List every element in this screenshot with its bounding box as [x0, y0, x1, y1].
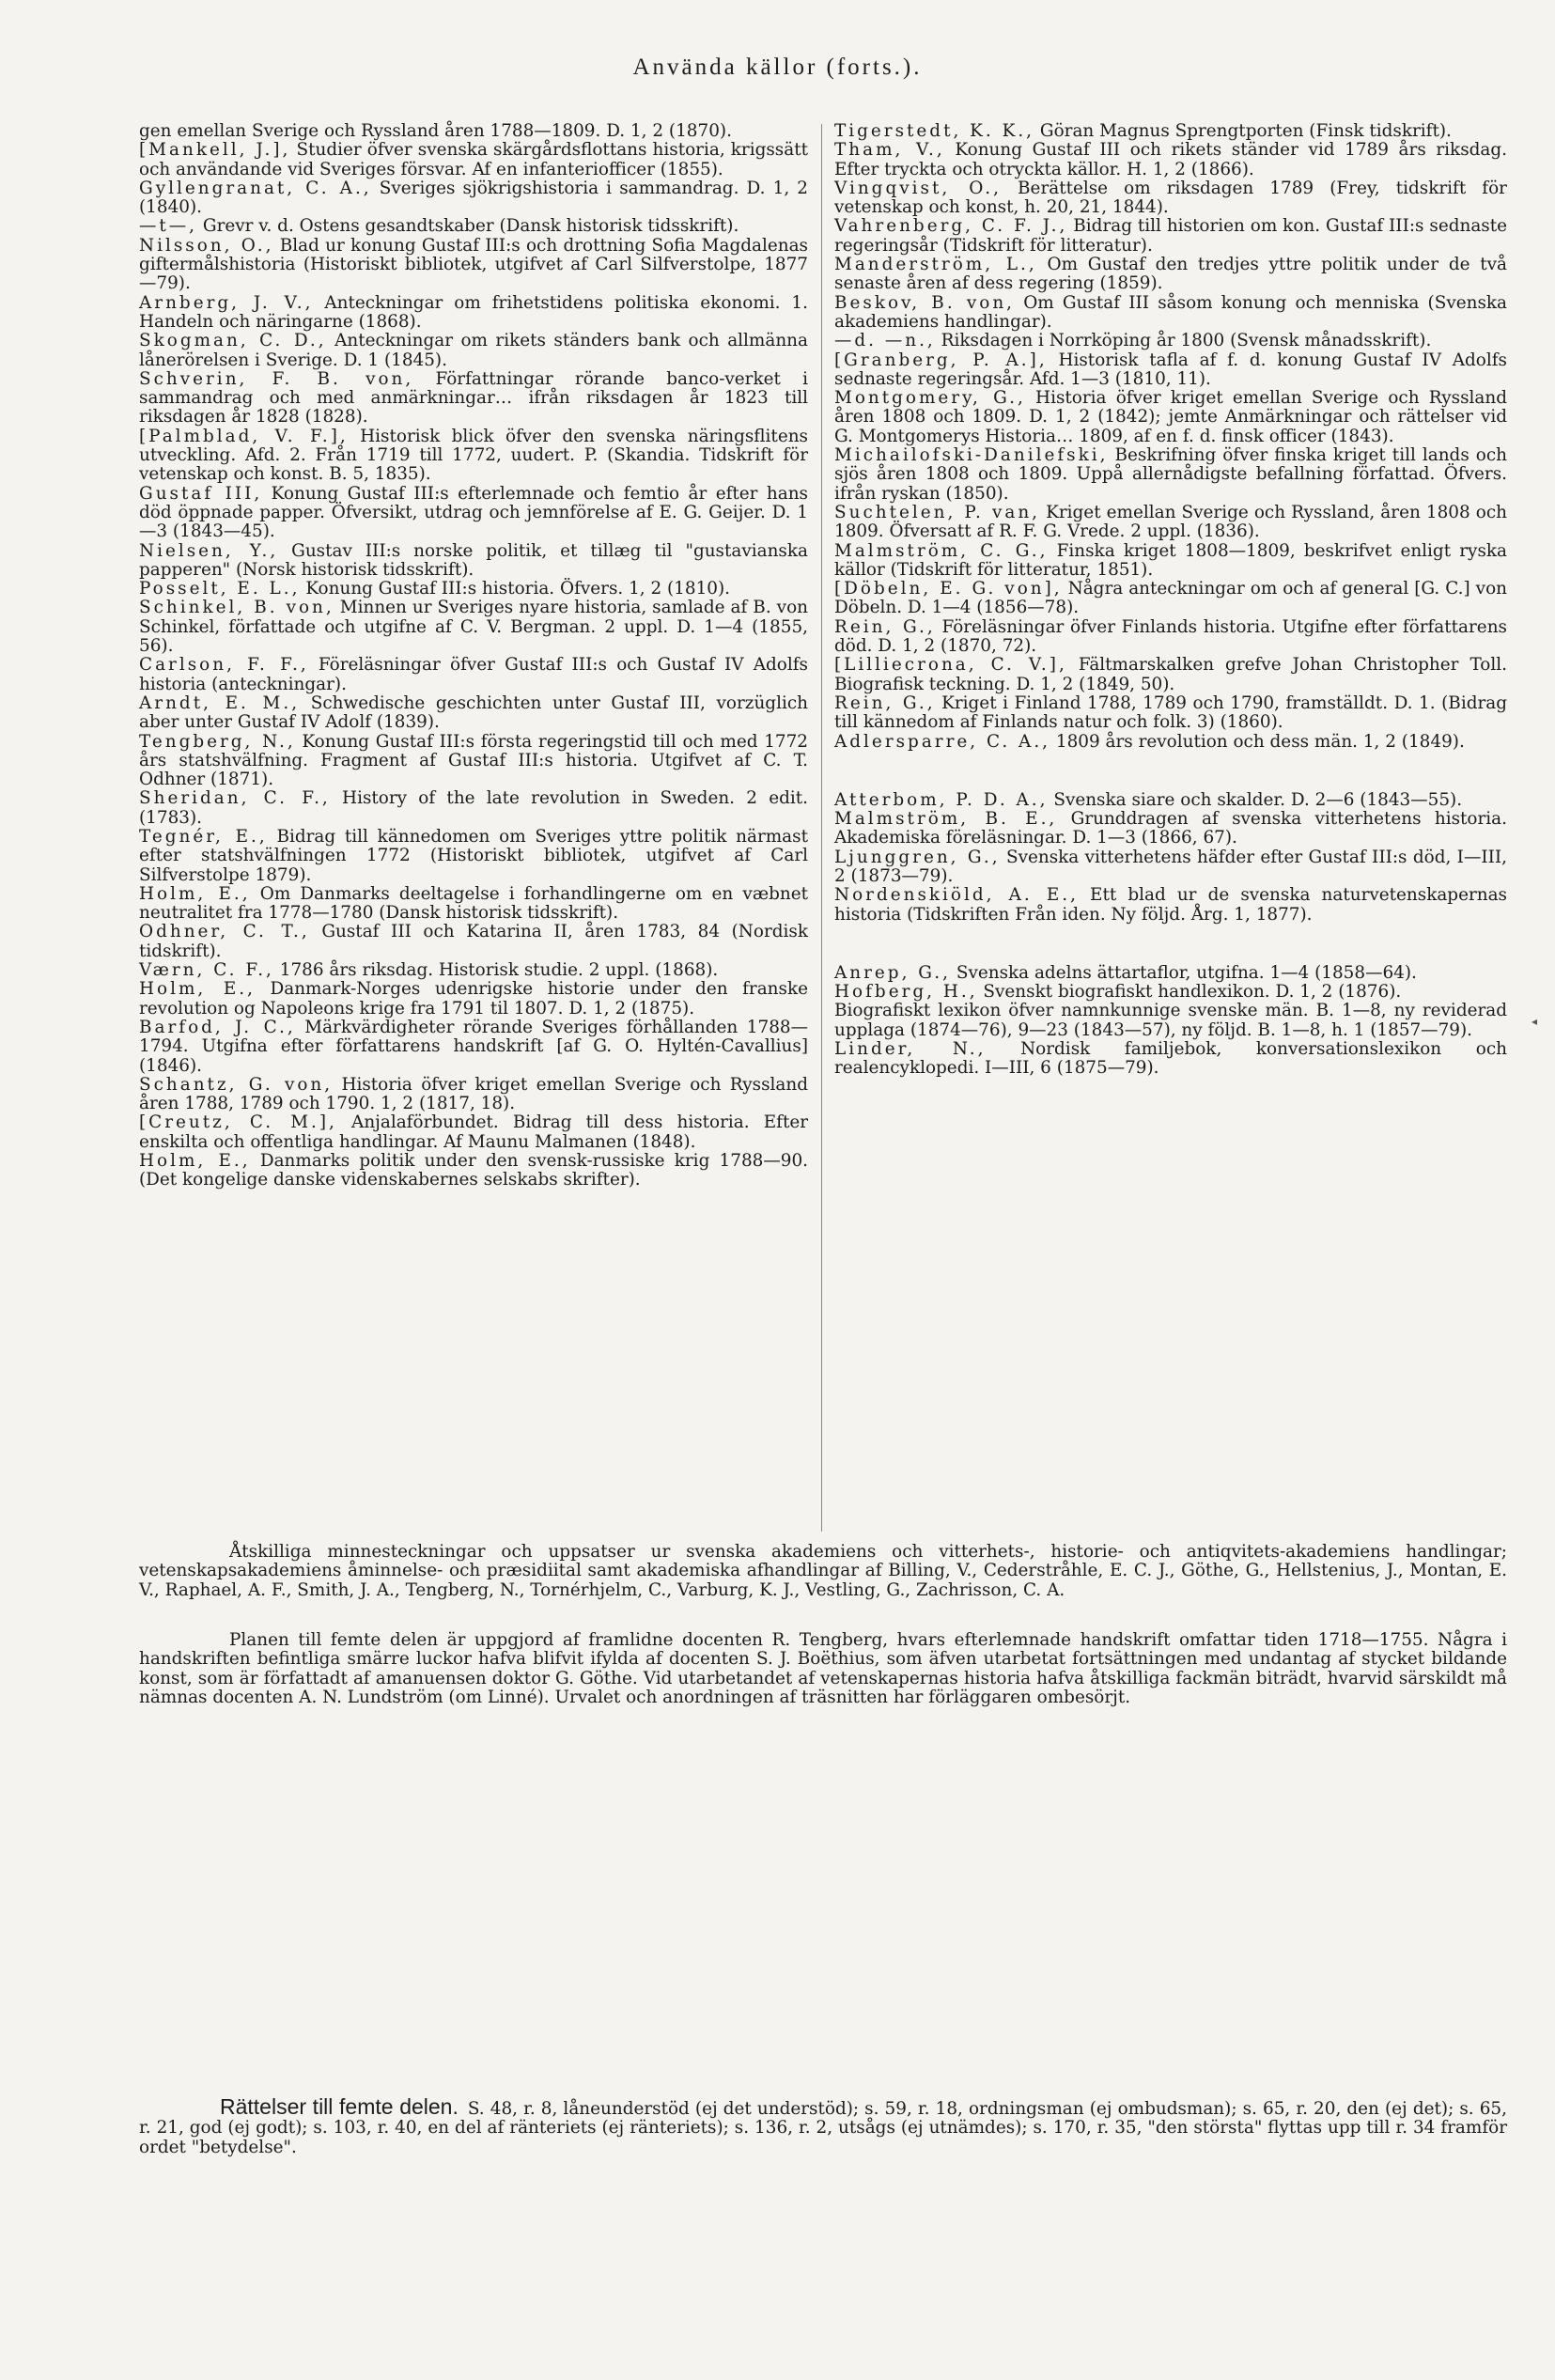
bibliography-entry [139, 580, 808, 599]
bibliography-entry [139, 542, 808, 581]
entry-author: Nilsson, O., [139, 235, 274, 256]
entry-author: Vingqvist, O., [834, 178, 1002, 198]
entry-author: Holm, E., [139, 883, 251, 904]
entry-author: Schverin, F. B. von, [139, 368, 414, 389]
entry-author: Posselt, E. L., [139, 579, 301, 599]
bibliography-entry [834, 580, 1507, 618]
bibliography-entry [834, 294, 1507, 333]
entry-text: Göran Magnus Sprengtporten (Finsk tidskrift). [1039, 121, 1452, 141]
bibliography-entry [139, 1076, 808, 1114]
bibliography-entry [834, 733, 1507, 752]
bibliography-entry [834, 504, 1507, 542]
entry-text: Beskrifning öfver finska kriget till lands och sjös åren 1808 och 1809. Uppå allernådigste befallning författad. Öfvers. ifrån ryskan (1850). [834, 445, 1507, 504]
entry-author: Holm, E., [139, 979, 256, 1000]
entry-author: Vahrenberg, C. F. J., [834, 216, 1068, 237]
entry-author: Michailofski-Danilefski, [834, 445, 1109, 466]
entry-author: Nielsen, Y., [139, 540, 279, 561]
entry-text: Kriget i Finland 1788, 1789 och 1790, framställdt. D. 1. (Bidrag till kännedom af Finlands natur och folk. 3) (1860). [834, 692, 1507, 733]
entry-text: Föreläsningar öfver Gustaf III:s och Gustaf IV Adolfs historia (anteckningar). [139, 655, 808, 694]
entry-text: 1809 års revolution och dess män. 1, 2 (1849). [1055, 731, 1465, 752]
entry-author: Beskov, B. von, [834, 292, 1016, 313]
bibliography-entry [139, 485, 808, 542]
bibliography-entry [139, 923, 808, 961]
bibliography-entry [139, 294, 808, 333]
entry-author: Rein, G., [834, 692, 936, 713]
bibliography-entry [834, 217, 1507, 256]
entry-author: [Creutz, C. M.], [139, 1112, 337, 1133]
entry-author: Ljunggren, G., [834, 847, 1001, 867]
entry-text: Minnen ur Sveriges nyare historia, samlade af B. von Schinkel, författade och utgifne af C. V. Bergman. 2 uppl. D. 1—4 (1855, 56). [139, 598, 808, 657]
entry-author: Holm, E., [139, 1151, 251, 1172]
bibliography-entry [834, 810, 1507, 848]
bibliography-entry [139, 961, 808, 980]
entry-text: Kriget emellan Sverige och Ryssland, åren 1808 och 1809. Öfversatt af R. F. G. Vrede. 2 uppl. (1836). [834, 502, 1507, 542]
entry-author: Odhner, C. T., [139, 922, 310, 942]
entry-text: Riksdagen i Norrköping år 1800 (Svensk månadsskrift). [941, 331, 1432, 351]
entry-author: Arndt, E. M., [139, 692, 301, 713]
entry-author: Værn, C. F., [139, 960, 274, 981]
bibliography-entry [834, 656, 1507, 694]
bibliography-entry [834, 179, 1507, 218]
entry-text: Svenska siare och skalder. D. 2—6 (1843—55). [1053, 789, 1463, 810]
entry-text: 1786 års riksdag. Historisk studie. 2 uppl. (1868). [279, 960, 719, 981]
entry-text: Några anteckningar om och af general [G. C.] von Döbeln. D. 1—4 (1856—78). [834, 579, 1507, 618]
entry-author: Sheridan, C. F., [139, 788, 331, 809]
entry-author: Skogman, C. D., [139, 331, 327, 351]
entry-text: Konung Gustaf III:s efterlemnade och femtio år efter hans död öppnade papper. Öfversikt, utdrag och jemnförelse af E. G. Geijer. D. 1—3 (1843—45). [139, 483, 808, 542]
entry-text: Studier öfver svenska skärgårdsflottans historia, krigssätt och användande vid Sveriges försvar. Af en infanteriofficer (1855). [139, 140, 808, 179]
bibliography-entry [834, 446, 1507, 504]
entry-text: Svenskt biografiskt handlexikon. D. 1, 2 (1876). [983, 982, 1402, 1003]
bibliography-entry [834, 886, 1507, 925]
entry-text: Ett blad ur de svenska naturvetenskapernas historia (Tidskriften Från iden. Ny följd. Årg. 1, 1877). [834, 885, 1507, 925]
entry-author: Gustaf III, [139, 483, 263, 504]
bibliography-entry [139, 237, 808, 294]
entry-text: Nordisk familjebok, konversationslexikon och realencyklopedi. I—III, 6 (1875—79). [834, 1039, 1507, 1079]
entry-text: Föreläsningar öfver Finlands historia. Utgifne efter författarens död. D. 1, 2 (1870, 72). [834, 616, 1507, 657]
entry-author: [Granberg, P. A.], [834, 350, 1048, 370]
bibliography-entry [834, 389, 1507, 446]
entry-author: [Döbeln, E. G. von], [834, 579, 1063, 599]
entry-text: Gustaf III och Katarina II, åren 1783, 84 (Nordisk tidskrift). [139, 922, 808, 961]
entry-author: Montgomery, G., [834, 388, 1026, 409]
entry-text: Historisk blick öfver den svenska näringsflitens utveckling. Afd. 2. Från 1719 till 1772, uudert. P. (Skandia. Tidskrift för vetenskap och konst. B. 5, 1835). [139, 426, 808, 485]
bibliography-entry [834, 791, 1507, 810]
bibliography-entry [139, 179, 808, 218]
entry-text: Konung Gustaf III:s första regeringstid till och med 1772 års statshvälfning. Fragment af Gustaf III:s historia. Utgifvet af C. T. Odhner (1871). [139, 731, 808, 790]
bibliography-entry [834, 694, 1507, 733]
bibliography-entry [834, 618, 1507, 657]
bibliography-entry [139, 332, 808, 370]
bibliography-entry [834, 332, 1507, 350]
bibliography-entry [139, 217, 808, 236]
entry-author: Gyllengranat, C. A., [139, 178, 372, 198]
entry-text: Danmark-Norges udenrigske historie under den franske revolution og Napoleons krige fra 1791 til 1807. D. 1, 2 (1875). [139, 979, 808, 1019]
entry-text: Finska kriget 1808—1809, beskrifvet enligt ryska källor (Tidskrift för litteratur, 1851). [834, 540, 1507, 580]
entry-text: Historia öfver kriget emellan Sverige och Ryssland åren 1808 och 1809. D. 1, 2 (1842); jemte Anmärkningar och rättelser vid G. Montgomerys Historia… 1809, af en f. d. finsk officer (1843). [834, 388, 1507, 446]
bibliography-entry [139, 122, 808, 141]
entry-author: Linder, N., [834, 1039, 987, 1060]
bibliography-entry [139, 980, 808, 1019]
entry-author: Malmström, B. E., [834, 809, 1058, 830]
entry-text: Biografiskt lexikon öfver namnkunnige svenske män. B. 1—8, ny reviderad upplaga (1874—76), 9—23 (1843—57), ny följd. B. 1—8, h. 1 (1857—79). [834, 1001, 1507, 1040]
entry-text: Fältmarskalken grefve Johan Christopher Toll. Biografisk teckning. D. 1, 2 (1849, 50). [834, 655, 1507, 694]
bibliography-entry [139, 141, 808, 179]
margin-arrow-icon: ◂ [1532, 1015, 1538, 1028]
entry-author: Carlson, F. F., [139, 655, 309, 676]
entry-author: Suchtelen, P. van, [834, 502, 1041, 522]
entry-text: Författningar rörande banco-verket i sammandrag och med anmärkningar… ifrån riksdagen år 1823 till riksdagen år 1828 (1828). [139, 368, 808, 428]
entry-text: Om Danmarks deeltagelse i forhandlingerne om en væbnet neutralitet fra 1778—1780 (Dansk historisk tidsskrift). [139, 883, 808, 924]
entry-text: Anteckningar om rikets ständers bank och allmänna lånerörelsen i Sverige. D. 1 (1845). [139, 331, 808, 370]
entry-author: —t—, [139, 216, 198, 237]
bibliography-entry [139, 1152, 808, 1190]
bibliography-entry [834, 122, 1507, 141]
entry-text: Historia öfver kriget emellan Sverige och Ryssland åren 1788, 1789 och 1790. 1, 2 (1817, 18). [139, 1074, 808, 1114]
plan-paragraph: Planen till femte delen är uppgjord af framlidne docenten R. Tengberg, hvars efterlemnade handskrift omfattar tiden 1718—1755. Några i handskriften befintliga smärre luckor hafva blifvit ifylda af docenten S. J. Boëthius, som äfven utarbetat fortsättningen med undantag af stycket bildande konst, som är författadt af amanuensen doktor G. Göthe. Vid utarbetandet af vetenskapernas historia hafva åtskilliga fackmän biträdt, hvarvid särskildt må nämnas docenten A. N. Lundström (om Linné). Urvalet och anordningen af träsnitten har förläggaren ombesörjt. [139, 1630, 1507, 1707]
entry-author: Tigerstedt, K. K., [834, 121, 1035, 141]
entry-text: Schwedische geschichten unter Gustaf III, vorzüglich aber unter Gustaf IV Adolf (1839). [139, 692, 808, 733]
entry-text: Historisk tafla af f. d. konung Gustaf IV Adolfs sednaste regeringsår. Afd. 1—3 (1810, 11). [834, 350, 1507, 389]
bibliography-entry [834, 1040, 1507, 1079]
bibliography-entry [834, 848, 1507, 887]
entry-author: Schinkel, B. von, [139, 598, 334, 618]
entry-text: Danmarks politik under den svensk-russiske krig 1788—90. (Det kongelige danske videnskabernes selskabs skrifter). [139, 1151, 808, 1190]
entry-author: Anrep, G., [834, 962, 951, 983]
bibliography-entry [139, 656, 808, 694]
column-divider [821, 124, 822, 1532]
entry-author: Rein, G., [834, 616, 936, 637]
bibliography-entry [834, 141, 1507, 179]
entry-author: Schantz, G. von, [139, 1074, 334, 1095]
bibliography-entry [139, 694, 808, 733]
corrections-title: Rättelser till femte delen. [220, 2094, 459, 2119]
entry-text: Konung Gustaf III:s historia. Öfvers. 1, 2 (1810). [305, 579, 731, 599]
entry-author: [Lilliecrona, C. V.], [834, 655, 1067, 676]
entry-author: Manderström, L., [834, 255, 1037, 275]
entry-text: gen emellan Sverige och Ryssland åren 1788—1809. D. 1, 2 (1870). [139, 121, 732, 141]
bibliography-entry [139, 1113, 808, 1152]
bibliography-entry [834, 964, 1507, 983]
entry-text: Bidrag till kännedomen om Sveriges yttre politik närmast efter statshvälfningen 1772 (Historiskt bibliotek, utgifvet af Carl Silfverstolpe 1879). [139, 826, 808, 885]
bibliography-entry [139, 428, 808, 485]
entry-author: Malmström, C. G., [834, 540, 1049, 561]
entry-author: [Palmblad, V. F.], [139, 426, 349, 446]
bibliography-entry [834, 983, 1507, 1002]
bibliography-entry [139, 370, 808, 428]
entry-text: Sveriges sjökrigshistoria i sammandrag. D. 1, 2 (1840). [139, 178, 808, 218]
entry-text: Om Gustaf III såsom konung och menniska (Svenska akademiens handlingar). [834, 292, 1507, 332]
entry-author: Arnberg, J. V., [139, 292, 314, 313]
entry-author: Nordenskiöld, A. E., [834, 885, 1079, 906]
entry-text: Anjalaförbundet. Bidrag till dess historia. Efter enskilta och offentliga handlingar. Af Maunu Malmanen (1848). [139, 1112, 809, 1152]
corrections-text: S. 48, r. 8, låneunderstöd (ej det understöd); s. 59, r. 18, ordningsman (ej ombudsman); s. 65, r. 20, den (ej det); s. 65, r. 21, god (ej godt); s. 103, r. 40, en del af ränteriets (ej ränteriets); s. 136, r. 2, utsågs (ej utnämdes); s. 170, r. 35, "den största" flyttas upp till r. 34 framför ordet "betydelse". [139, 2099, 1507, 2157]
bibliography-entry [139, 828, 808, 885]
page-heading: Använda källor (forts.). [632, 54, 923, 80]
right-column [834, 122, 1507, 1079]
entry-text: Grevr v. d. Ostens gesandtskaber (Dansk historisk tidsskrift). [202, 216, 739, 237]
entry-author: Atterbom, P. D. A., [834, 789, 1049, 810]
corrections [139, 2094, 1507, 2157]
bibliography-entry [139, 1019, 808, 1076]
bibliography-entry [834, 256, 1507, 294]
entry-text: Svenska adelns ättartaflor, utgifna. 1—4 (1858—64). [956, 962, 1417, 983]
left-column [139, 122, 808, 1190]
entry-author: Adlersparre, C. A., [834, 731, 1051, 752]
entry-text: Anteckningar om frihetstidens politiska ekonomi. 1. Handeln och näringarne (1868). [139, 292, 808, 332]
bibliography-entry [139, 599, 808, 656]
entry-text: Grunddragen af svenska vitterhetens historia. Akademiska föreläsningar. D. 1—3 (1866, 67). [834, 809, 1507, 848]
entry-author: Tegnér, E., [139, 826, 268, 847]
bibliography-entry [139, 733, 808, 790]
entry-author: [Mankell, J.], [139, 140, 291, 161]
entry-author: Tengberg, N., [139, 731, 296, 752]
entry-text: Gustav III:s norske politik, et tillæg til "gustavianska papperen" (Norsk historisk tidsskrift). [139, 540, 808, 580]
entry-text: Konung Gustaf III och rikets ständer vid 1789 års riksdag. Efter tryckta och otryckta källor. H. 1, 2 (1866). [834, 140, 1507, 179]
entry-author: Hofberg, H., [834, 982, 978, 1003]
bibliography-entry [834, 1002, 1507, 1040]
entry-text: Berättelse om riksdagen 1789 (Frey, tidskrift för vetenskap och konst, h. 20, 21, 1844). [834, 178, 1507, 218]
entry-text: Bidrag till historien om kon. Gustaf III:s sednaste regeringsår (Tidskrift för litteratur). [834, 216, 1507, 256]
entry-author: —d. —n., [834, 331, 936, 351]
entry-text: Märkvärdigheter rörande Sveriges förhållanden 1788—1794. Utgifna efter författarens handskrift [af G. O. Hyltén-Cavallius] (1846). [139, 1017, 808, 1076]
entry-text: Om Gustaf den tredjes yttre politik under de två senaste åren af dess regering (1859). [834, 255, 1507, 294]
entry-author: Tham, V., [834, 140, 945, 161]
bibliography-entry [834, 542, 1507, 581]
bibliography-entry [139, 789, 808, 828]
sources-paragraph: Åtskilliga minnesteckningar och uppsatser ur svenska akademiens och vitterhets-, historie- och antiqvitets-akademiens handlingar; vetenskapsakademiens åminnelse- och præsidiital samt akademiska afhandlingar af Billing, V., Cederstråhle, E. C. J., Göthe, G., Hellstenius, J., Montan, E. V., Raphael, A. F., Smith, J. A., Tengberg, N., Tornérhjelm, C., Varburg, K. J., Vestling, G., Zachrisson, C. A. [139, 1542, 1507, 1600]
entry-author: Barfod, J. C., [139, 1017, 296, 1037]
bibliography-entry [139, 885, 808, 924]
entry-text: Svenska vitterhetens häfder efter Gustaf III:s död, I—III, 2 (1873—79). [834, 847, 1507, 886]
entry-text: History of the late revolution in Sweden. 2 edit. (1783). [139, 788, 808, 828]
entry-text: Blad ur konung Gustaf III:s och drottning Sofia Magdalenas giftermålshistoria (Historiskt bibliotek, utgifvet af Carl Silfverstolpe, 1877—79). [139, 235, 808, 294]
bibliography-entry [834, 351, 1507, 390]
